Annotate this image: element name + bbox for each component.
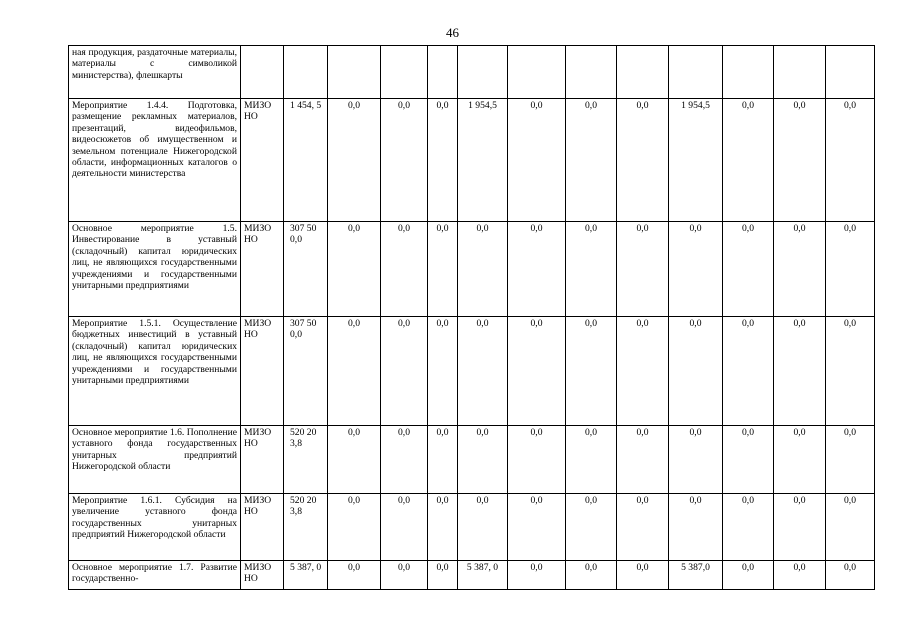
amount-cell: 0,0 [381, 426, 428, 494]
activity-name-cell: Мероприятие 1.5.1. Осуществление бюджетных инвестиций в уставный (складочный) капитал юридических лиц, не являющихся государственными учреждениями и государственными унитарными предприятиями [69, 317, 241, 426]
amount-cell: 0,0 [826, 561, 875, 590]
amount-cell: 0,0 [566, 561, 617, 590]
amount-cell [774, 46, 826, 99]
amount-cell: 0,0 [774, 494, 826, 561]
amount-cell: 0,0 [508, 222, 566, 317]
total-amount-cell: 307 50 0,0 [284, 222, 328, 317]
table-row [69, 561, 875, 590]
amount-cell: 0,0 [617, 99, 669, 222]
amount-cell: 0,0 [566, 99, 617, 222]
amount-cell [328, 46, 381, 99]
amount-cell [458, 46, 508, 99]
amount-cell [428, 46, 458, 99]
amount-cell: 0,0 [723, 426, 774, 494]
amount-cell: 0,0 [458, 426, 508, 494]
amount-cell: 0,0 [669, 222, 723, 317]
table-row [69, 99, 875, 222]
amount-cell: 0,0 [428, 222, 458, 317]
amount-cell [566, 46, 617, 99]
amount-cell: 0,0 [723, 317, 774, 426]
amount-cell: 0,0 [428, 317, 458, 426]
amount-cell: 0,0 [723, 222, 774, 317]
amount-cell: 0,0 [826, 494, 875, 561]
amount-cell: 0,0 [508, 317, 566, 426]
amount-cell: 0,0 [428, 426, 458, 494]
amount-cell: 0,0 [774, 222, 826, 317]
amount-cell [669, 46, 723, 99]
amount-cell: 0,0 [617, 317, 669, 426]
amount-cell: 0,0 [723, 494, 774, 561]
amount-cell: 0,0 [774, 317, 826, 426]
executor-cell: МИЗО НО [241, 99, 284, 222]
amount-cell: 0,0 [381, 561, 428, 590]
activity-name-cell: Мероприятие 1.4.4. Подготовка, размещение рекламных материалов, презентаций, видеофильмов, видеосюжетов об имущественном и земельном потенциале Нижегородской области, информационных каталогов о деятельности министерства [69, 99, 241, 222]
table-row [69, 494, 875, 561]
executor-cell: МИЗО НО [241, 494, 284, 561]
executor-cell [241, 46, 284, 99]
amount-cell: 0,0 [669, 494, 723, 561]
executor-cell: МИЗО НО [241, 426, 284, 494]
total-amount-cell: 520 20 3,8 [284, 426, 328, 494]
amount-cell: 0,0 [508, 561, 566, 590]
activity-name-cell: Основное мероприятие 1.7. Развитие государственно- [69, 561, 241, 590]
amount-cell: 0,0 [826, 426, 875, 494]
executor-cell: МИЗО НО [241, 317, 284, 426]
amount-cell: 0,0 [428, 494, 458, 561]
activity-name-cell: Основное мероприятие 1.6. Пополнение уставного фонда государственных унитарных предприятий Нижегородской области [69, 426, 241, 494]
amount-cell: 0,0 [774, 426, 826, 494]
amount-cell [508, 46, 566, 99]
total-amount-cell: 5 387, 0 [284, 561, 328, 590]
amount-cell: 0,0 [617, 426, 669, 494]
amount-cell: 1 954,5 [458, 99, 508, 222]
amount-cell: 0,0 [428, 99, 458, 222]
amount-cell: 0,0 [428, 561, 458, 590]
table-row [69, 46, 875, 99]
amount-cell: 0,0 [826, 317, 875, 426]
amount-cell: 5 387, 0 [458, 561, 508, 590]
amount-cell: 0,0 [508, 426, 566, 494]
budget-table [68, 45, 875, 590]
amount-cell: 0,0 [723, 561, 774, 590]
executor-cell: МИЗО НО [241, 222, 284, 317]
amount-cell: 0,0 [669, 317, 723, 426]
amount-cell: 0,0 [826, 222, 875, 317]
amount-cell: 0,0 [617, 561, 669, 590]
amount-cell: 0,0 [566, 494, 617, 561]
amount-cell [617, 46, 669, 99]
amount-cell: 0,0 [328, 317, 381, 426]
amount-cell: 0,0 [458, 317, 508, 426]
amount-cell [381, 46, 428, 99]
amount-cell: 0,0 [381, 99, 428, 222]
amount-cell: 0,0 [458, 222, 508, 317]
amount-cell [723, 46, 774, 99]
amount-cell: 0,0 [826, 99, 875, 222]
total-amount-cell [284, 46, 328, 99]
activity-name-cell: Основное мероприятие 1.5. Инвестирование в уставный (складочный) капитал юридических лиц, не являющихся государственными учреждениями и государственными унитарными предприятиями [69, 222, 241, 317]
amount-cell: 0,0 [328, 222, 381, 317]
amount-cell: 0,0 [774, 561, 826, 590]
amount-cell: 0,0 [458, 494, 508, 561]
table-row [69, 426, 875, 494]
amount-cell: 0,0 [381, 494, 428, 561]
amount-cell [826, 46, 875, 99]
amount-cell: 0,0 [617, 222, 669, 317]
amount-cell: 0,0 [566, 222, 617, 317]
executor-cell: МИЗО НО [241, 561, 284, 590]
table-row [69, 222, 875, 317]
amount-cell: 0,0 [723, 99, 774, 222]
activity-name-cell: Мероприятие 1.6.1. Субсидия на увеличение уставного фонда государственных унитарных предприятий Нижегородской области [69, 494, 241, 561]
activity-name-cell: ная продукция, раздаточные материалы, материалы с символикой министерства), флешкарты [69, 46, 241, 99]
total-amount-cell: 307 50 0,0 [284, 317, 328, 426]
amount-cell: 5 387,0 [669, 561, 723, 590]
total-amount-cell: 520 20 3,8 [284, 494, 328, 561]
amount-cell: 0,0 [669, 426, 723, 494]
table-row [69, 317, 875, 426]
amount-cell: 0,0 [328, 99, 381, 222]
amount-cell: 0,0 [508, 99, 566, 222]
amount-cell: 0,0 [566, 426, 617, 494]
amount-cell: 0,0 [328, 494, 381, 561]
page-number: 46 [446, 25, 459, 40]
amount-cell: 0,0 [774, 99, 826, 222]
amount-cell: 0,0 [566, 317, 617, 426]
total-amount-cell: 1 454, 5 [284, 99, 328, 222]
amount-cell: 0,0 [381, 317, 428, 426]
amount-cell: 0,0 [381, 222, 428, 317]
amount-cell: 0,0 [328, 561, 381, 590]
amount-cell: 0,0 [328, 426, 381, 494]
amount-cell: 0,0 [617, 494, 669, 561]
amount-cell: 0,0 [508, 494, 566, 561]
amount-cell: 1 954,5 [669, 99, 723, 222]
